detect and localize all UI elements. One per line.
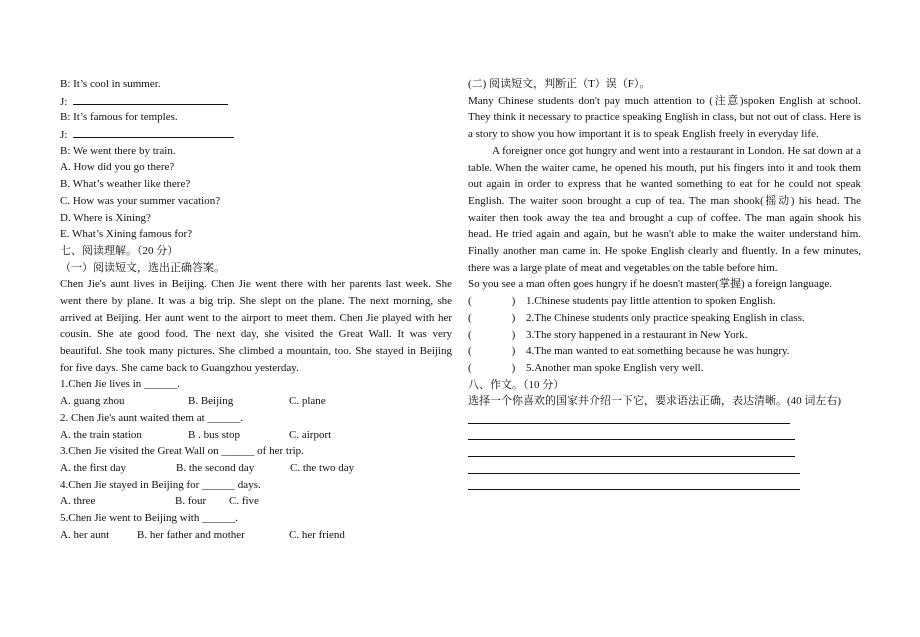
writing-line[interactable] [468,443,861,460]
writing-line[interactable] [468,410,861,427]
reading-passage-2-intro: Many Chinese students don't pay much attention to (注意)spoken English at school. They think it necessary to practice speaking English in class, but not out of class. Here is a story to show you how important it is to speak English freely in everyday life. [468,94,861,141]
option-b[interactable]: B . bus stop [188,428,240,441]
question-2-options [60,427,452,444]
question-2: 2. Chen Jie's aunt waited them at ______. [60,411,244,424]
reading-passage-2-story: A foreigner once got hungry and went into a restaurant in London. He sat down at a table. When the waiter came, he opened his mouth, put his fingers into it and took them out again in order to express that he wanted something to eat for he could not speak English. The waiter soon brought a cup of tea. The man shook(摇动) his head. The waiter then took away the tea and brought a cup of coffee. The man again shook his head. He tried again and again, but he wasn't able to make the waiter understand him. Finally another man came in. He spoke English clearly and fluently. In a few minutes, there was a large plate of meat and vegetables on the table before him. [468,144,861,274]
question-3-options [60,460,452,477]
part-1-title: （一）阅读短文，选出正确答案。 [60,261,225,274]
option-c[interactable]: C. five [229,495,259,508]
option-a[interactable]: A. her aunt [60,528,110,541]
choice-item: D. Where is Xining? [60,211,151,224]
part-2-title: (二) 阅读短文，判断正（T）误（F）。 [468,78,651,90]
bracket-open: ( [468,361,472,374]
statement-text: 5.Another man spoke English very well. [526,361,704,374]
writing-prompt: 选择一个你喜欢的国家并介绍一下它，要求语法正确，表达清晰。(40 词左右) [468,395,842,408]
true-false-item [468,327,861,344]
answer-bracket[interactable] [468,360,526,377]
writing-line[interactable] [468,477,861,494]
choice-item: E. What’s Xining famous for? [60,228,193,241]
option-b[interactable]: B. her father and mother [137,528,245,541]
answer-bracket[interactable] [468,293,526,310]
reading-passage-1: Chen Jie's aunt lives in Beijing. Chen Jie went there with her parents last week. She went there by plane. It was a big trip. She slept on the plane. The next morning, she arrived at Beijing. Her aunt went to the airport to meet them. Chen Jie played with her cousin. She ate good food. The next day, she visited the Great Wall. It was very beautiful. She took many pictures. She climbed a mountain, too. She stayed in Beijing for five days. She came back to Guangzhou yesterday. [60,278,452,374]
bracket-close: ) [511,295,516,308]
question-3: 3.Chen Jie visited the Great Wall on ______ of her trip. [60,445,304,458]
reading-passage-2-conclusion: So you see a man often goes hungry if he doesn't master(掌握) a foreign language. [468,278,832,291]
dialogue-text: B: It’s famous for temples. [60,111,178,124]
option-a[interactable]: A. the train station [60,428,142,441]
option-a[interactable]: A. guang zhou [60,395,125,408]
dialogue-line [60,126,452,143]
choice-item: B. What’s weather like there? [60,178,191,191]
bracket-open: ( [468,311,472,324]
option-c[interactable]: C. plane [289,395,326,408]
left-column [60,76,452,543]
true-false-item [468,343,861,360]
statement-text: 1.Chinese students pay little attention to spoken English. [526,295,776,308]
option-b[interactable]: B. Beijing [188,395,234,408]
statement-text: 4.The man wanted to eat something because he was hungry. [526,345,790,358]
bracket-close: ) [511,361,516,374]
option-c[interactable]: C. airport [289,428,332,441]
question-1-options [60,393,452,410]
dialogue-speaker: J: [60,129,68,142]
dialogue-line [60,93,452,110]
choice-item: C. How was your summer vacation? [60,194,221,207]
answer-blank[interactable] [73,93,228,105]
right-column [468,76,861,493]
answer-bracket[interactable] [468,343,526,360]
option-c[interactable]: C. the two day [290,461,355,474]
choice-item: A. How did you go there? [60,161,175,174]
bracket-close: ) [511,345,516,358]
question-4-options [60,493,452,510]
option-b[interactable]: B. four [175,495,207,508]
dialogue-text: B: It’s cool in summer. [60,78,161,90]
bracket-open: ( [468,345,472,358]
dialogue-speaker: J: [60,95,68,108]
answer-bracket[interactable] [468,327,526,344]
option-a[interactable]: A. three [60,495,96,508]
question-4: 4.Chen Jie stayed in Beijing for ______ days. [60,478,261,491]
dialogue-line [60,109,452,126]
true-false-item [468,310,861,327]
writing-line[interactable] [468,427,861,444]
statement-text: 2.The Chinese students only practice speaking English in class. [526,311,805,324]
section-8-title: 八、作文。（10 分） [468,378,565,391]
option-b[interactable]: B. the second day [176,461,255,474]
bracket-close: ) [511,311,516,324]
question-5-options [60,527,452,544]
option-c[interactable]: C. her friend [289,528,345,541]
dialogue-line [60,143,452,160]
answer-blank[interactable] [73,126,234,138]
true-false-item [468,293,861,310]
answer-bracket[interactable] [468,310,526,327]
section-7-title: 七、阅读理解。（20 分） [60,244,179,257]
option-a[interactable]: A. the first day [60,461,126,474]
bracket-open: ( [468,328,472,341]
dialogue-text: B: We went there by train. [60,144,176,157]
dialogue-line [60,76,452,93]
bracket-open: ( [468,295,472,308]
statement-text: 3.The story happened in a restaurant in New York. [526,328,748,341]
true-false-item [468,360,861,377]
writing-line[interactable] [468,460,861,477]
bracket-close: ) [511,328,516,341]
question-5: 5.Chen Jie went to Beijing with ______. [60,511,238,524]
question-1: 1.Chen Jie lives in ______. [60,378,180,391]
